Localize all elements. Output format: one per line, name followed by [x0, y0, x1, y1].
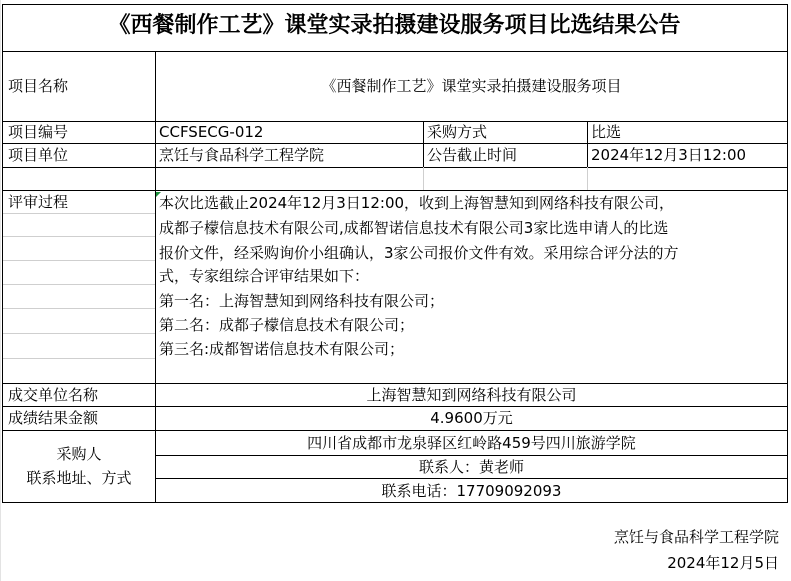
- review-line: 成都子檬信息技术有限公司,成都智诺信息技术有限公司3家比选申请人的比选: [159, 219, 669, 237]
- buyer-contact: 联系人：黄老师: [418, 458, 524, 476]
- buyer-label: 采购人: [56, 445, 102, 463]
- purchase-method-value: 比选: [591, 123, 622, 141]
- grid-line: [423, 167, 424, 190]
- review-label: 评审过程: [8, 193, 69, 211]
- review-line: 第三名:成都智诺信息技术有限公司；: [159, 340, 405, 358]
- project-name-label: 项目名称: [8, 77, 69, 95]
- amount-value: 4.9600万元: [430, 409, 513, 427]
- project-name-value: 《西餐制作工艺》课堂实录拍摄建设服务项目: [321, 77, 622, 95]
- border: [2, 167, 788, 168]
- buyer-label-contact: 联系地址、方式: [26, 469, 132, 487]
- deadline-label: 公告截止时间: [427, 146, 518, 164]
- border: [2, 121, 788, 122]
- project-no-label: 项目编号: [8, 123, 69, 141]
- project-no-value: CCFSECG-012: [159, 123, 264, 141]
- page-title: 《西餐制作工艺》课堂实录拍摄建设服务项目比选结果公告: [108, 13, 681, 38]
- buyer-address: 四川省成都市龙泉驿区红岭路459号四川旅游学院: [307, 434, 636, 452]
- border: [423, 121, 424, 167]
- winner-label: 成交单位名称: [8, 386, 99, 404]
- project-unit-value: 烹饪与食品科学工程学院: [159, 146, 325, 164]
- border: [2, 4, 3, 502]
- review-line: 第一名：上海智慧知到网络科技有限公司；: [159, 292, 445, 310]
- amount-label: 成绩结果金额: [8, 409, 99, 427]
- buyer-phone: 联系电话：17709092093: [381, 482, 562, 500]
- border: [787, 4, 788, 502]
- grid-line: [2, 236, 155, 237]
- footer-org: 烹饪与食品科学工程学院: [613, 528, 779, 546]
- grid-line: [2, 284, 155, 285]
- review-line: 本次比选截止2024年12月3日12:00，收到上海智慧知到网络科技有限公司，: [159, 194, 675, 212]
- review-line: 报价文件，经采购询价小组确认，3家公司报价文件有效。采用综合评分法的方: [159, 244, 679, 262]
- border: [2, 51, 788, 52]
- review-line: 第二名：成都子檬信息技术有限公司；: [159, 316, 415, 334]
- project-unit-label: 项目单位: [8, 146, 69, 164]
- deadline-value: 2024年12月3日12:00: [591, 146, 747, 164]
- winner-value: 上海智慧知到网络科技有限公司: [366, 386, 577, 404]
- footer-date: 2024年12月5日: [667, 554, 779, 572]
- grid-line: [2, 358, 155, 359]
- grid-line: [587, 167, 588, 190]
- grid-line: [2, 260, 155, 261]
- border: [587, 121, 588, 167]
- purchase-method-label: 采购方式: [427, 123, 488, 141]
- grid-line: [2, 308, 155, 309]
- grid-line: [2, 333, 155, 334]
- review-line: 式，专家组综合评审结果如下：: [159, 267, 370, 285]
